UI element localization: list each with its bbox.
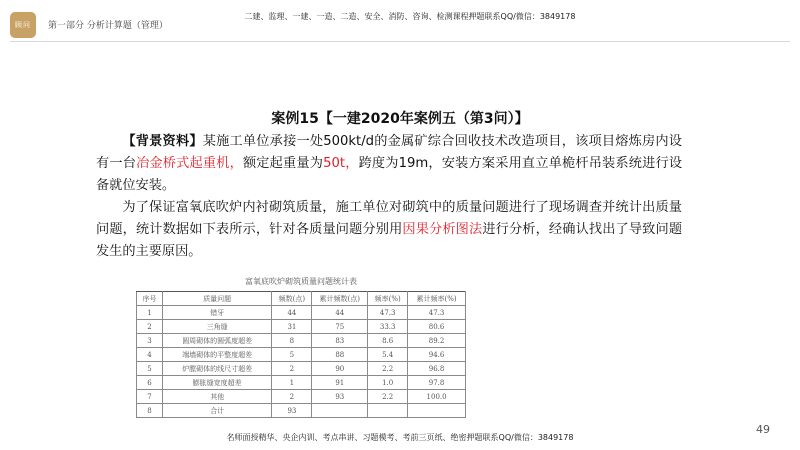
table-cell: 83	[312, 334, 368, 348]
table-cell: 4	[137, 348, 163, 362]
table-header-row	[137, 292, 466, 306]
table-caption: 富氧底吹炉砌筑质量问题统计表	[245, 277, 357, 286]
table-cell: 2	[272, 362, 312, 376]
table-cell: 90	[312, 362, 368, 376]
table-cell: 47.3	[368, 306, 408, 320]
table-cell: 其他	[162, 390, 272, 404]
table-row	[137, 306, 466, 320]
table-cell: 91	[312, 376, 368, 390]
background-paragraph	[96, 131, 682, 197]
table-cell	[408, 404, 466, 418]
table-cell: 80.6	[408, 320, 466, 334]
highlight-crane-type: 冶金桥式起重机，	[136, 156, 243, 171]
table-row	[137, 376, 466, 390]
paragraph-text: 跨度为19m，安装方案采用直立单桅杆吊装系统进行设备就位安装。	[96, 156, 683, 193]
table-cell: 93	[312, 390, 368, 404]
table-row	[137, 362, 466, 376]
case-body	[96, 131, 682, 263]
table-cell: 错牙	[162, 306, 272, 320]
table-cell: 5	[137, 362, 163, 376]
header-divider	[10, 41, 790, 42]
case-title: 案例15【一建2020年案例五（第3问）】	[271, 111, 529, 127]
table-cell: 5	[272, 348, 312, 362]
table-cell: 1.0	[368, 376, 408, 390]
table-cell: 100.0	[408, 390, 466, 404]
table-cell: 炉膛砌体的线尺寸超差	[162, 362, 272, 376]
table-cell: 圆周砌体的圆弧度超差	[162, 334, 272, 348]
quality-stats-table	[136, 291, 466, 418]
table-cell	[312, 404, 368, 418]
table-cell	[368, 404, 408, 418]
table-cell: 7	[137, 390, 163, 404]
table-cell: 膨胀缝宽度超差	[162, 376, 272, 390]
header-contact-line: 二建、监理、一建、一造、二造、安全、消防、咨询、检测课程押题联系QQ/微信：3849178	[244, 12, 576, 21]
background-label: 【背景资料】	[122, 134, 203, 149]
table-cell: 97.8	[408, 376, 466, 390]
table-row	[137, 320, 466, 334]
table-cell: 94.6	[408, 348, 466, 362]
table-cell: 8	[272, 334, 312, 348]
quality-paragraph	[96, 197, 682, 263]
table-cell: 2.2	[368, 362, 408, 376]
table-cell: 端墙砌体的平整度超差	[162, 348, 272, 362]
table-row	[137, 348, 466, 362]
table-cell: 2.2	[368, 390, 408, 404]
highlight-rated-load: 50t，	[323, 156, 359, 171]
column-header: 累计频率(%)	[408, 292, 466, 306]
section-label: 第一部分 分析计算题（管理）	[48, 21, 168, 31]
column-header: 质量问题	[162, 292, 272, 306]
table-cell: 5.4	[368, 348, 408, 362]
table-cell: 75	[312, 320, 368, 334]
table-row	[137, 334, 466, 348]
table-cell: 8	[137, 404, 163, 418]
table-cell: 88	[312, 348, 368, 362]
table-cell: 31	[272, 320, 312, 334]
highlight-method: 因果分析图法	[402, 222, 483, 237]
table-cell: 2	[137, 320, 163, 334]
table-cell: 三角缝	[162, 320, 272, 334]
table-cell: 44	[312, 306, 368, 320]
paragraph-text: 为了保证富氧底吹炉内衬砌筑质量，施工单位对砌筑中的质量问题进行了现场调查并统计出质量问题，统计数据如下表所示，针对各质量问题分别用	[96, 200, 682, 237]
column-header: 累计频数(点)	[312, 292, 368, 306]
table-cell: 2	[272, 390, 312, 404]
page-header	[0, 0, 800, 40]
table-cell: 6	[137, 376, 163, 390]
paragraph-text: 额定起重量为	[242, 156, 324, 171]
brand-logo: 顾问	[10, 12, 36, 38]
column-header: 序号	[137, 292, 163, 306]
table-total-row	[137, 404, 466, 418]
paragraph-text: 某施工单位承接一处500kt/d的金属矿综合回收技术改造项目，该项目熔炼房内设有一台	[96, 134, 682, 171]
column-header: 频率(%)	[368, 292, 408, 306]
table-cell: 合计	[162, 404, 272, 418]
paragraph-text: 进行分析，经确认找出了导致问题发生的主要原因。	[96, 222, 683, 259]
table-cell: 89.2	[408, 334, 466, 348]
table-cell: 33.3	[368, 320, 408, 334]
table-cell: 44	[272, 306, 312, 320]
table-cell: 1	[137, 306, 163, 320]
table-cell: 93	[272, 404, 312, 418]
table-row	[137, 390, 466, 404]
column-header: 频数(点)	[272, 292, 312, 306]
footer-contact-line: 名师面授精华、央企内训、考点串讲、习题模考、考前三页纸、绝密押题联系QQ/微信：3849178	[226, 433, 574, 442]
table-cell: 3	[137, 334, 163, 348]
table-cell: 96.8	[408, 362, 466, 376]
table-cell: 47.3	[408, 306, 466, 320]
table-cell: 1	[272, 376, 312, 390]
table-cell: 8.6	[368, 334, 408, 348]
page-number: 49	[756, 423, 770, 436]
